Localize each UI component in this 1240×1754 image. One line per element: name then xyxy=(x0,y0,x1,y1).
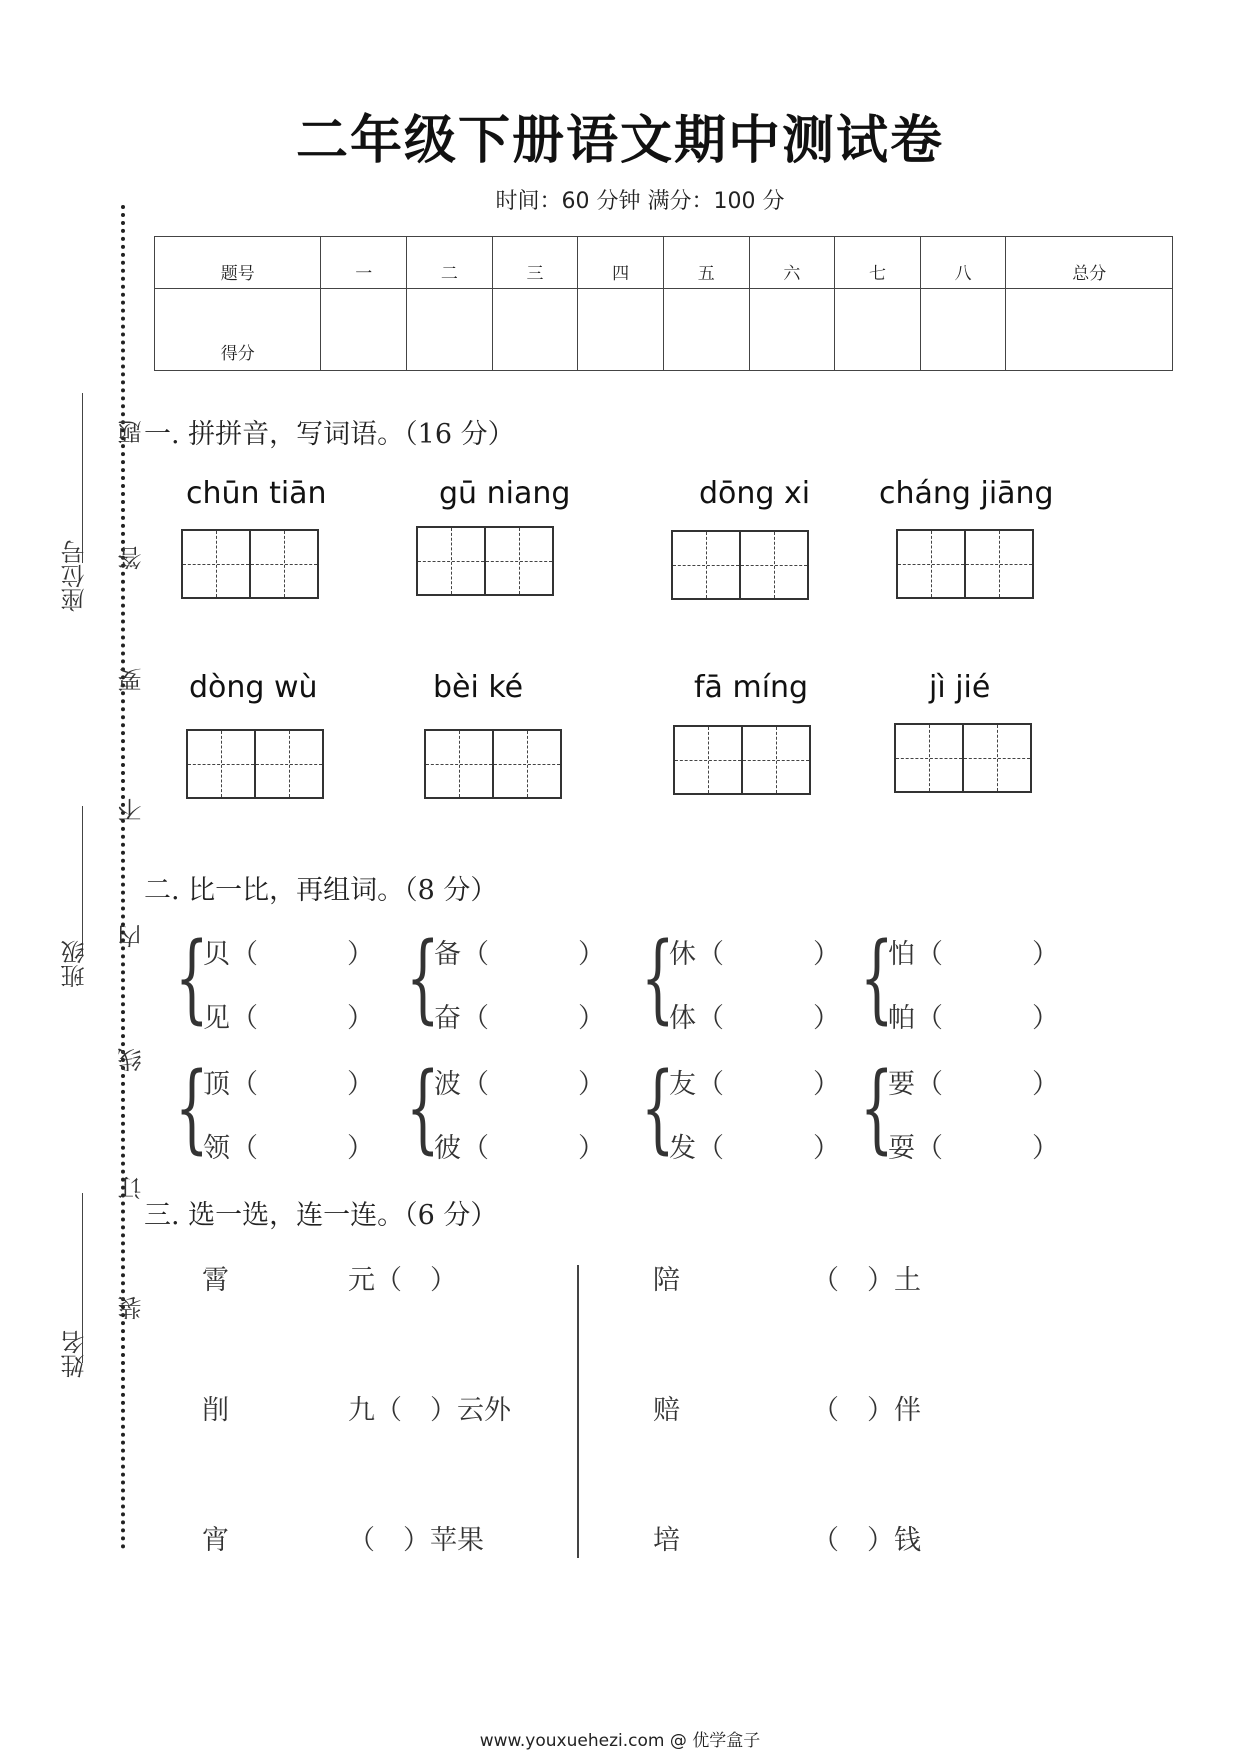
paren-close: ） xyxy=(1032,1003,1059,1034)
brace-icon: { xyxy=(406,1052,440,1164)
brace-icon: { xyxy=(175,922,209,1034)
pinyin-label: fā míng xyxy=(694,670,809,705)
pair-char: 要 xyxy=(888,1069,915,1100)
phrase-part: ） xyxy=(430,1395,457,1426)
phrase-part: （ xyxy=(812,1265,839,1296)
match-char[interactable]: 宵 xyxy=(202,1525,229,1556)
paren-close: ） xyxy=(578,939,605,970)
page-title: 二年级下册语文期中测试卷 xyxy=(295,111,944,171)
match-phrase[interactable] xyxy=(812,1388,921,1427)
binding-dotted-line xyxy=(121,205,125,1550)
pinyin-label: dōng xi xyxy=(699,476,811,511)
phrase-part: ） xyxy=(867,1395,894,1426)
score-cell[interactable] xyxy=(663,289,749,371)
margin-warning-char: 订 xyxy=(118,1176,146,1200)
paren-close: ） xyxy=(1032,1069,1059,1100)
paren-close: ） xyxy=(347,1003,374,1034)
score-cell[interactable] xyxy=(492,289,578,371)
match-phrase[interactable] xyxy=(348,1388,511,1427)
match-char[interactable]: 培 xyxy=(653,1525,680,1556)
writing-grid[interactable] xyxy=(416,526,554,596)
paren-close: ） xyxy=(347,1133,374,1164)
margin-warning-char: 要 xyxy=(118,668,146,692)
phrase-part: （ xyxy=(812,1395,839,1426)
margin-warning-char: 答 xyxy=(118,546,146,570)
match-char[interactable]: 陪 xyxy=(653,1265,680,1296)
paren-open: （ xyxy=(462,1069,489,1100)
paren-open: （ xyxy=(697,1133,724,1164)
phrase-part: （ xyxy=(812,1525,839,1556)
paren-open: （ xyxy=(462,939,489,970)
paren-close: ） xyxy=(813,1133,840,1164)
brace-icon: { xyxy=(641,1052,675,1164)
pair-char: 奋 xyxy=(434,1003,461,1034)
score-cell[interactable] xyxy=(749,289,835,371)
match-phrase[interactable] xyxy=(812,1518,921,1557)
pair-char: 耍 xyxy=(888,1133,915,1164)
header-cell: 四 xyxy=(578,237,664,289)
score-table-score-row xyxy=(155,289,1173,371)
pair-char: 体 xyxy=(669,1003,696,1034)
paren-close: ） xyxy=(813,1069,840,1100)
exam-info: 时间：60 分钟 满分：100 分 xyxy=(495,189,785,214)
pinyin-label: cháng jiāng xyxy=(879,476,1054,511)
phrase-part: ） xyxy=(430,1265,457,1296)
margin-warning-char: 装 xyxy=(118,1296,146,1320)
margin-warning-char: 线 xyxy=(118,1048,146,1072)
word-pair xyxy=(175,1048,405,1178)
paren-open: （ xyxy=(231,939,258,970)
phrase-part: 苹果 xyxy=(430,1525,484,1556)
phrase-part: ） xyxy=(403,1525,430,1556)
section-3-heading: 三. 选一选，连一连。（6 分） xyxy=(144,1200,498,1231)
score-row-label: 得分 xyxy=(155,289,321,371)
phrase-part: （ xyxy=(348,1525,375,1556)
margin-warning-char: 题 xyxy=(118,420,146,444)
paren-open: （ xyxy=(231,1133,258,1164)
margin-warning-char: 内 xyxy=(118,924,146,948)
writing-grid[interactable] xyxy=(186,729,324,799)
pair-char: 彼 xyxy=(434,1133,461,1164)
seat-label: 座位号 xyxy=(61,540,89,612)
paren-close: ） xyxy=(1032,939,1059,970)
word-pair xyxy=(406,1048,636,1178)
section-2-heading: 二. 比一比，再组词。（8 分） xyxy=(144,875,498,906)
phrase-part: ） xyxy=(867,1525,894,1556)
paren-open: （ xyxy=(231,1003,258,1034)
paren-close: ） xyxy=(578,1133,605,1164)
footer-watermark: www.youxuehezi.com @ 优学盒子 xyxy=(479,1731,761,1751)
writing-grid[interactable] xyxy=(896,529,1034,599)
paren-close: ） xyxy=(578,1069,605,1100)
pair-char: 备 xyxy=(434,939,461,970)
paren-open: （ xyxy=(916,1133,943,1164)
paren-close: ） xyxy=(813,939,840,970)
phrase-part: ） xyxy=(867,1265,894,1296)
pair-char: 顶 xyxy=(203,1069,230,1100)
paren-open: （ xyxy=(462,1003,489,1034)
pair-char: 波 xyxy=(434,1069,461,1100)
match-char[interactable]: 赔 xyxy=(653,1395,680,1426)
header-cell: 题号 xyxy=(155,237,321,289)
name-label: 姓名 xyxy=(61,1330,89,1378)
phrase-part: 土 xyxy=(894,1265,921,1296)
writing-grid[interactable] xyxy=(181,529,319,599)
header-cell: 三 xyxy=(492,237,578,289)
paren-open: （ xyxy=(462,1133,489,1164)
section-3-divider xyxy=(577,1265,579,1558)
pair-char: 发 xyxy=(669,1133,696,1164)
paren-open: （ xyxy=(697,1003,724,1034)
brace-icon: { xyxy=(175,1052,209,1164)
writing-grid[interactable] xyxy=(894,723,1032,793)
pinyin-label: bèi ké xyxy=(433,670,524,705)
paren-close: ） xyxy=(1032,1133,1059,1164)
match-phrase[interactable] xyxy=(348,1518,484,1557)
header-cell: 六 xyxy=(749,237,835,289)
match-phrase[interactable] xyxy=(348,1258,457,1297)
word-pair xyxy=(406,918,636,1048)
match-char[interactable]: 霄 xyxy=(202,1265,229,1296)
paren-close: ） xyxy=(578,1003,605,1034)
paren-open: （ xyxy=(697,1069,724,1100)
score-cell[interactable] xyxy=(578,289,664,371)
header-cell: 总分 xyxy=(1006,237,1173,289)
class-label: 班级 xyxy=(61,940,89,988)
phrase-part: 元（ xyxy=(348,1265,402,1296)
pair-char: 贝 xyxy=(203,939,230,970)
score-cell[interactable] xyxy=(407,289,493,371)
word-pair xyxy=(641,918,871,1048)
score-cell[interactable] xyxy=(835,289,921,371)
brace-icon: { xyxy=(860,1052,894,1164)
phrase-part: 伴 xyxy=(894,1395,921,1426)
score-cell[interactable] xyxy=(321,289,407,371)
pair-char: 怕 xyxy=(888,939,915,970)
seat-underline xyxy=(82,393,83,563)
score-table xyxy=(154,236,1173,371)
pinyin-label: chūn tiān xyxy=(186,476,327,511)
brace-icon: { xyxy=(641,922,675,1034)
match-phrase[interactable] xyxy=(812,1258,921,1297)
pair-char: 休 xyxy=(669,939,696,970)
section-1-heading: 一. 拼拼音，写词语。（16 分） xyxy=(144,419,515,450)
word-pair xyxy=(860,1048,1090,1178)
writing-grid[interactable] xyxy=(671,530,809,600)
paren-open: （ xyxy=(916,939,943,970)
class-underline xyxy=(82,806,83,956)
brace-icon: { xyxy=(406,922,440,1034)
pinyin-label: gū niang xyxy=(439,476,571,511)
score-table-header-row xyxy=(155,237,1173,289)
pinyin-label: dòng wù xyxy=(189,670,318,705)
writing-grid[interactable] xyxy=(424,729,562,799)
writing-grid[interactable] xyxy=(673,725,811,795)
word-pair xyxy=(641,1048,871,1178)
margin-warning-char: 不 xyxy=(118,798,146,822)
paren-open: （ xyxy=(231,1069,258,1100)
header-cell: 五 xyxy=(663,237,749,289)
phrase-part: 云外 xyxy=(457,1395,511,1426)
pair-char: 领 xyxy=(203,1133,230,1164)
paren-open: （ xyxy=(916,1003,943,1034)
paren-open: （ xyxy=(916,1069,943,1100)
header-cell: 二 xyxy=(407,237,493,289)
paren-close: ） xyxy=(347,1069,374,1100)
match-char[interactable]: 削 xyxy=(202,1395,229,1426)
header-cell: 七 xyxy=(835,237,921,289)
word-pair xyxy=(175,918,405,1048)
pinyin-label: jì jié xyxy=(929,670,991,705)
phrase-part: 钱 xyxy=(894,1525,921,1556)
word-pair xyxy=(860,918,1090,1048)
pair-char: 帕 xyxy=(888,1003,915,1034)
pair-char: 友 xyxy=(669,1069,696,1100)
pair-char: 见 xyxy=(203,1003,230,1034)
score-cell[interactable] xyxy=(1006,289,1173,371)
paren-open: （ xyxy=(697,939,724,970)
header-cell: 一 xyxy=(321,237,407,289)
score-cell[interactable] xyxy=(920,289,1006,371)
paren-close: ） xyxy=(347,939,374,970)
brace-icon: { xyxy=(860,922,894,1034)
header-cell: 八 xyxy=(920,237,1006,289)
paren-close: ） xyxy=(813,1003,840,1034)
phrase-part: 九（ xyxy=(348,1395,402,1426)
